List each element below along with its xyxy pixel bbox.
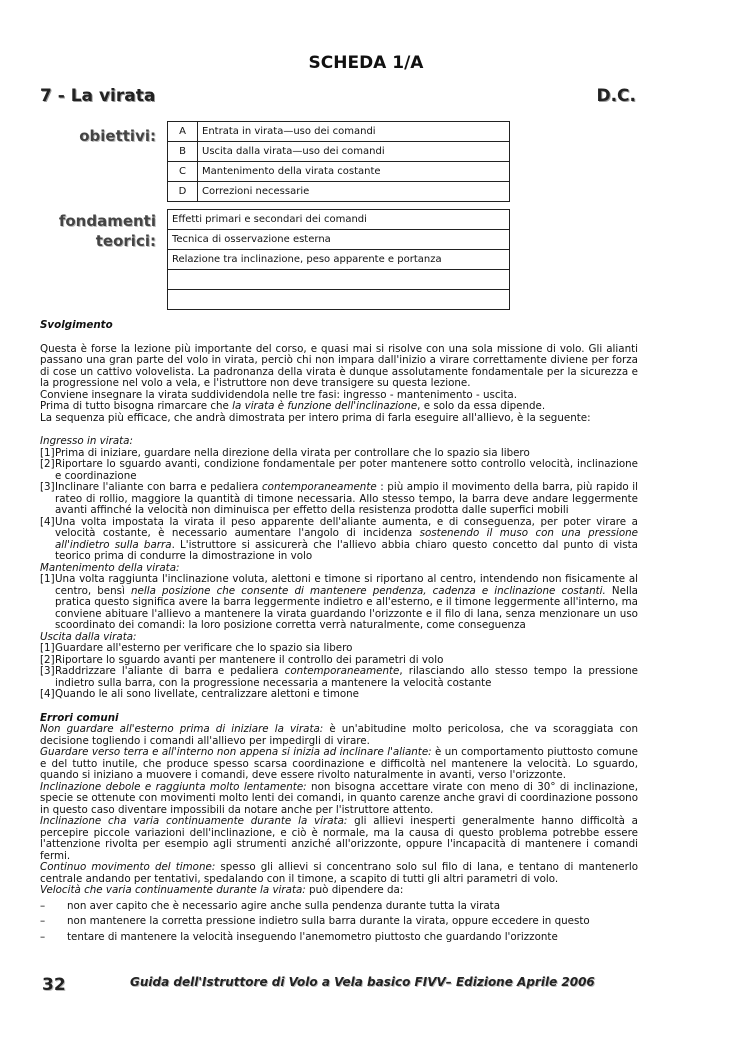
objective-letter: D bbox=[168, 182, 198, 202]
list-item: [4] Quando le ali sono livellate, centralizzare alettoni e timone bbox=[40, 688, 360, 700]
list-item: [1] Una volta raggiunta l'inclinazione voluta, alettoni e timone si riportano al centro, intendendo non fisicamente al centro, bensì nella posizione che consente di mantenere pendenza, cadenza e inclinazione costanti. Nella pratica questo significa avere la barra leggermente indietro e all'esterno, e il timone leggermente all'interno, ma conviene abituare l'allievo a mantenere la virata guardando l'orizzonte e il filo di lana, senza menzionare un uso scoordinato dei comandi: la loro posizione corretta verrà naturalmente, come conseguenza bbox=[40, 573, 638, 631]
error-entry: Velocità che varia continuamente durante la virata: può dipendere da: bbox=[40, 884, 404, 896]
theory-text: Effetti primari e secondari dei comandi bbox=[168, 210, 510, 230]
error-entry: Guardare verso terra e all'interno non appena si inizia ad inclinare l'aliante: è un comportamento piuttosto comune e del tutto inutile, che produce spesso scarsa coordinazione e difficoltà nel mantenere la velocità. Lo sguardo, quando si iniziano a muovere i comandi, deve essere rivolto naturalmente in avanti, verso l'orizzonte. bbox=[40, 746, 638, 781]
bullet-item: – non aver capito che è necessario agire anche sulla pendenza durante tutta la virata bbox=[40, 899, 501, 912]
objective-row bbox=[168, 122, 510, 142]
theory-text bbox=[168, 290, 510, 310]
list-item: [3] Inclinare l'aliante con barra e pedaliera contemporaneamente : più ampio il movimento della barra, più rapido il rateo di rollio, maggiore la quantità di timone necessaria. Allo stesso tempo, la barra deve andare leggermente avanti affinché la velocità non diminuisca per effetto della resistenza prodotta dalle superfici mobili bbox=[40, 481, 639, 516]
objective-row bbox=[168, 142, 510, 162]
error-entry: Inclinazione cha varia continuamente durante la virata: gli allievi inesperti generalmente hanno difficoltà a percepire piccole variazioni dell'inclinazione, e ciò è normale, ma la causa di questo problema potrebbe essere l'attenzione rivolta per esempio agli strumenti anziché all'orizzonte, oppure l'incapacità di mantenere i comandi fermi. bbox=[40, 815, 638, 862]
chapter-title: 7 - La virata bbox=[40, 86, 156, 106]
theory-label-line1: fondamenti bbox=[58, 212, 156, 230]
subheading-uscita: Uscita dalla virata: bbox=[40, 630, 137, 643]
list-item: [3] Raddrizzare l'aliante di barra e pedaliera contemporaneamente, rilasciando allo stesso tempo la pressione indietro sulla barra, con la progressione necessaria a mantenere la velocità costante bbox=[40, 665, 638, 689]
objective-letter: B bbox=[168, 142, 198, 162]
objective-row bbox=[168, 182, 510, 202]
objective-letter: C bbox=[168, 162, 198, 182]
section-heading-errori: Errori comuni bbox=[40, 711, 119, 724]
objective-text: Uscita dalla virata—uso dei comandi bbox=[198, 142, 510, 162]
bullet-item: – tentare di mantenere la velocità inseguendo l'anemometro piuttosto che guardando l'orizzonte bbox=[40, 930, 558, 943]
theory-text: Tecnica di osservazione esterna bbox=[168, 230, 510, 250]
paragraph: La sequenza più efficace, che andrà dimostrata per intero prima di farla eseguire all'allievo, è la seguente: bbox=[40, 411, 591, 424]
error-entry: Inclinazione debole e raggiunta molto lentamente: non bisogna accettare virate con meno di 30° di inclinazione, specie se ottenute con movimenti molto lenti dei comandi, in quanto carenze anche gravi di coordinazione possono in questo caso diventare impossibili da notare anche per l'istruttore attento. bbox=[40, 780, 638, 816]
page-number: 32 bbox=[42, 975, 66, 995]
objectives-label: obiettivi: bbox=[79, 127, 156, 145]
list-item: [2] Riportare lo sguardo avanti per mantenere il controllo dei parametri di volo bbox=[40, 653, 444, 666]
objective-letter: A bbox=[168, 122, 198, 142]
subheading-ingresso: Ingresso in virata: bbox=[40, 435, 133, 447]
objective-text: Mantenimento della virata costante bbox=[198, 162, 510, 182]
theory-row bbox=[168, 230, 510, 250]
theory-text bbox=[168, 270, 510, 290]
objective-row bbox=[168, 162, 510, 182]
footer-text: Guida dell'Istruttore di Volo a Vela basico FIVV– Edizione Aprile 2006 bbox=[130, 975, 595, 989]
bullet-item: – non mantenere la corretta pressione indietro sulla barra durante la virata, oppure eccedere in questo bbox=[40, 915, 590, 927]
theory-label-line2: teorici: bbox=[95, 232, 156, 250]
theory-row bbox=[168, 270, 510, 290]
theory-row bbox=[168, 210, 510, 230]
paragraph: Conviene insegnare la virata suddividendola nelle tre fasi: ingresso - mantenimento - uscita. bbox=[40, 388, 517, 401]
main-text bbox=[40, 320, 638, 943]
paragraph: Prima di tutto bisogna rimarcare che la virata è funzione dell'inclinazione, e solo da essa dipende. bbox=[40, 400, 546, 412]
theory-table bbox=[167, 209, 510, 310]
list-item: [1] Prima di iniziare, guardare nella direzione della virata per controllare che lo spazio sia libero bbox=[40, 446, 530, 459]
list-item: [2] Riportare lo sguardo avanti, condizione fondamentale per poter mantenere sotto controllo velocità, inclinazione e coordinazione bbox=[40, 458, 638, 482]
section-heading-svolgimento: Svolgimento bbox=[40, 319, 113, 331]
objective-text: Correzioni necessarie bbox=[198, 182, 510, 202]
sheet-title: SCHEDA 1/A bbox=[308, 53, 424, 73]
list-item: [1] Guardare all'esterno per verificare che lo spazio sia libero bbox=[40, 642, 353, 654]
objective-text: Entrata in virata—uso dei comandi bbox=[198, 122, 510, 142]
theory-row bbox=[168, 250, 510, 270]
error-entry: Continuo movimento del timone: spesso gli allievi si concentrano solo sul filo di lana, e tentano di mantenerlo centrale andando per tentativi, spedalando con il timone, a scapito di tutti gli altri parametri di volo. bbox=[40, 861, 638, 885]
author-code: D.C. bbox=[596, 86, 636, 106]
theory-text: Relazione tra inclinazione, peso apparente e portanza bbox=[168, 250, 510, 270]
list-item: [4] Una volta impostata la virata il peso apparente dell'aliante aumenta, e di conseguenza, per poter virare a velocità costante, è necessario aumentare l'angolo di incidenza sostenendo il muso con una pressione all'indietro sulla barra. L'istruttore si assicurerà che l'allievo abbia chiaro questo concetto dal punto di vista teorico prima di condurre la dimostrazione in volo bbox=[40, 515, 638, 562]
error-entry: Non guardare all'esterno prima di iniziare la virata: è un'abitudine molto pericolosa, che va scoraggiata con decisione togliendo i comandi all'allievo per impedirgli di virare. bbox=[40, 723, 638, 747]
theory-label bbox=[59, 211, 156, 251]
theory-row bbox=[168, 290, 510, 310]
paragraph: Questa è forse la lezione più importante del corso, e quasi mai si risolve con una sola missione di volo. Gli alianti passano una gran parte del volo in virata, perciò chi non impara dall'inizio a virare correttamente diviene per forza di cose un cattivo volovelista. La padronanza della virata è dunque assolutamente fondamentale per la sicurezza e la progressione nel volo a vela, e l'istruttore non deve transigere su questa lezione. bbox=[40, 342, 638, 389]
objectives-table bbox=[167, 121, 510, 202]
subheading-mantenimento: Mantenimento della virata: bbox=[40, 561, 180, 574]
